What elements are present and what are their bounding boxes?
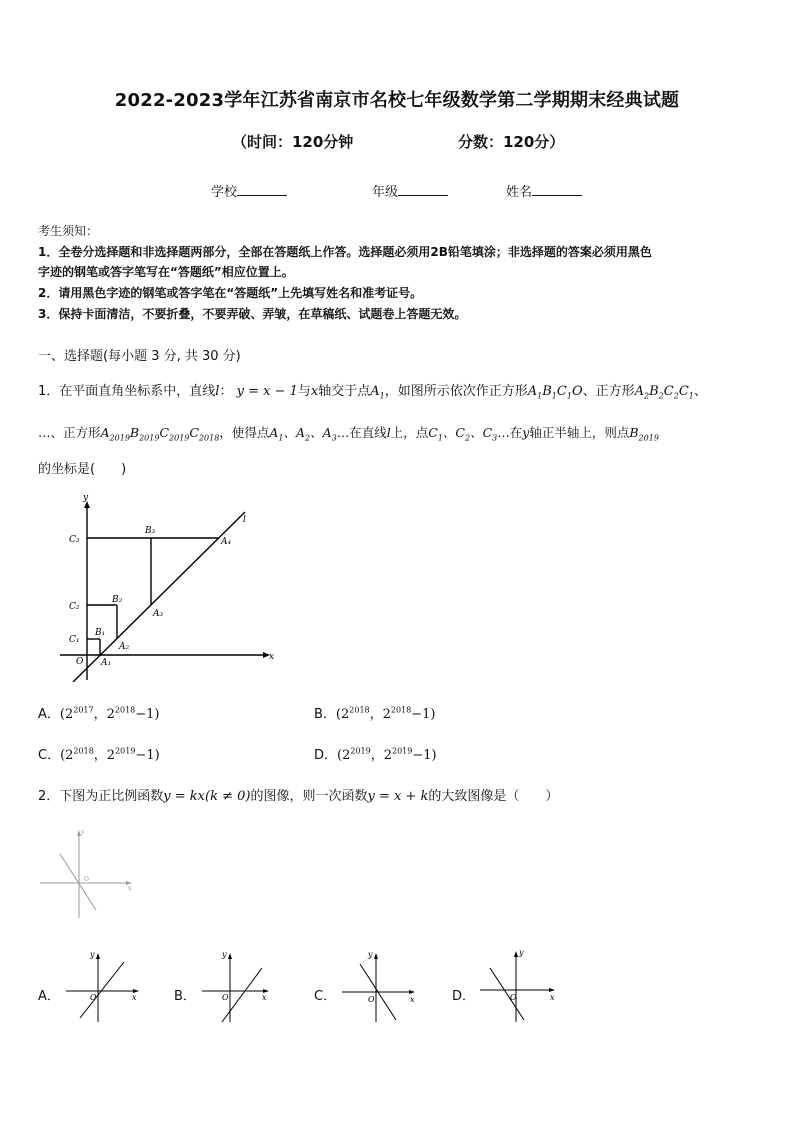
svg-text:y: y xyxy=(368,950,373,959)
svg-text:x: x xyxy=(550,993,555,1002)
fig1-origin-label: O xyxy=(76,657,84,667)
q2-option-d-graph[interactable] xyxy=(476,946,560,1024)
fig1-l-label: l xyxy=(243,515,246,525)
fig1-b1-label: B₁ xyxy=(95,628,106,638)
svg-text:O: O xyxy=(90,993,97,1002)
svg-text:x: x xyxy=(262,993,267,1002)
svg-text:y: y xyxy=(222,950,227,959)
fig1-c2-label: C₂ xyxy=(69,602,80,612)
svg-text:y: y xyxy=(519,948,524,957)
q2-option-d-label[interactable]: D． xyxy=(452,989,476,1004)
grade-label: 年级 xyxy=(372,185,399,200)
question-1-line-3: 的坐标是( ) xyxy=(38,462,127,477)
section-heading: 一、选择题(每小题 3 分, 共 30 分) xyxy=(38,349,241,364)
question-2-reference-figure xyxy=(38,826,138,922)
notice-item-3: 3．保持卡面清洁，不要折叠，不要弄破、弄皱，在草稿纸、试题卷上答题无效。 xyxy=(38,307,467,321)
q1-option-c[interactable]: C．($2^{2018}$，$2^{2019}-1$) xyxy=(38,746,160,763)
name-field[interactable] xyxy=(506,181,582,200)
school-field[interactable] xyxy=(211,181,287,200)
question-1-figure xyxy=(55,492,285,682)
svg-text:O: O xyxy=(84,876,89,883)
svg-text:x: x xyxy=(410,995,415,1004)
svg-text:y: y xyxy=(90,950,95,959)
question-2-text: 2．下图为正比例函数y = kx(k ≠ 0)的图像，则一次函数y = x + k的大致图像是（ ） xyxy=(38,789,559,804)
fig1-b3-label: B₃ xyxy=(145,526,156,536)
q2-option-a-graph[interactable] xyxy=(62,948,142,1024)
svg-text:x: x xyxy=(132,993,137,1002)
svg-text:O: O xyxy=(510,993,517,1002)
question-1-line-2: …、正方形$A_{2019}B_{2019}C_{2019}C_{2018}$，使得点$A_1$、$A_2$、$A_3\dots$在直线l上，点$C_1$、$C_2$、$C_3\dots$在y轴正半轴上，则点$B_{2019}$ xyxy=(38,425,659,443)
notice-item-1a: 1．全卷分选择题和非选择题两部分，全部在答题纸上作答。选择题必须用2B铅笔填涂；非选择题的答案必须用黑色 xyxy=(38,245,652,259)
fig1-a2-label: A₂ xyxy=(119,642,130,652)
svg-text:O: O xyxy=(368,995,375,1004)
fig1-c3-label: C₃ xyxy=(69,535,80,545)
fig1-x-label: x xyxy=(269,652,275,662)
svg-text:y: y xyxy=(81,829,85,836)
grade-field[interactable] xyxy=(372,181,448,200)
notice-item-2: 2．请用黑色字迹的钢笔或答字笔在“答题纸”上先填写姓名和准考证号。 xyxy=(38,286,423,300)
notice-item-1b: 字迹的钢笔或答字笔写在“答题纸”相应位置上。 xyxy=(38,265,294,279)
q1-option-d[interactable]: D．($2^{2019}$，$2^{2019}-1$) xyxy=(314,746,437,763)
exam-score: 分数：120分） xyxy=(458,133,565,151)
q2-option-c-label[interactable]: C． xyxy=(314,989,337,1004)
q2-option-b-graph[interactable] xyxy=(198,948,278,1024)
fig1-a3-label: A₃ xyxy=(153,609,164,619)
page-title: 2022-2023学年江苏省南京市名校七年级数学第二学期期末经典试题 xyxy=(114,90,680,111)
exam-time: （时间：120分钟 xyxy=(232,133,354,151)
question-1-line-1: 1．在平面直角坐标系中，直线l： y = x − 1与x轴交于点$A_1$，如图所示依次作正方形$A_1B_1C_1O$、正方形$A_2B_2C_2C_1$、 xyxy=(38,384,707,401)
q1-option-a[interactable]: A．($2^{2017}$，$2^{2018}-1$) xyxy=(38,705,160,722)
q1-option-b[interactable]: B．($2^{2018}$，$2^{2018}-1$) xyxy=(314,705,436,722)
name-label: 姓名 xyxy=(506,185,533,200)
fig1-b2-label: B₂ xyxy=(112,595,123,605)
fig1-a1-label: A₁ xyxy=(101,658,112,668)
school-label: 学校 xyxy=(211,185,238,200)
notice-heading: 考生须知： xyxy=(38,224,99,238)
q2-option-b-label[interactable]: B． xyxy=(174,989,196,1004)
q2-option-c-graph[interactable] xyxy=(338,948,422,1024)
fig1-y-label: y xyxy=(83,493,89,503)
svg-text:O: O xyxy=(222,993,229,1002)
fig1-c1-label: C₁ xyxy=(69,635,80,645)
svg-text:x: x xyxy=(128,885,132,892)
q2-option-a-label[interactable]: A． xyxy=(38,989,60,1004)
fig1-a4-label: A₄ xyxy=(221,537,232,547)
